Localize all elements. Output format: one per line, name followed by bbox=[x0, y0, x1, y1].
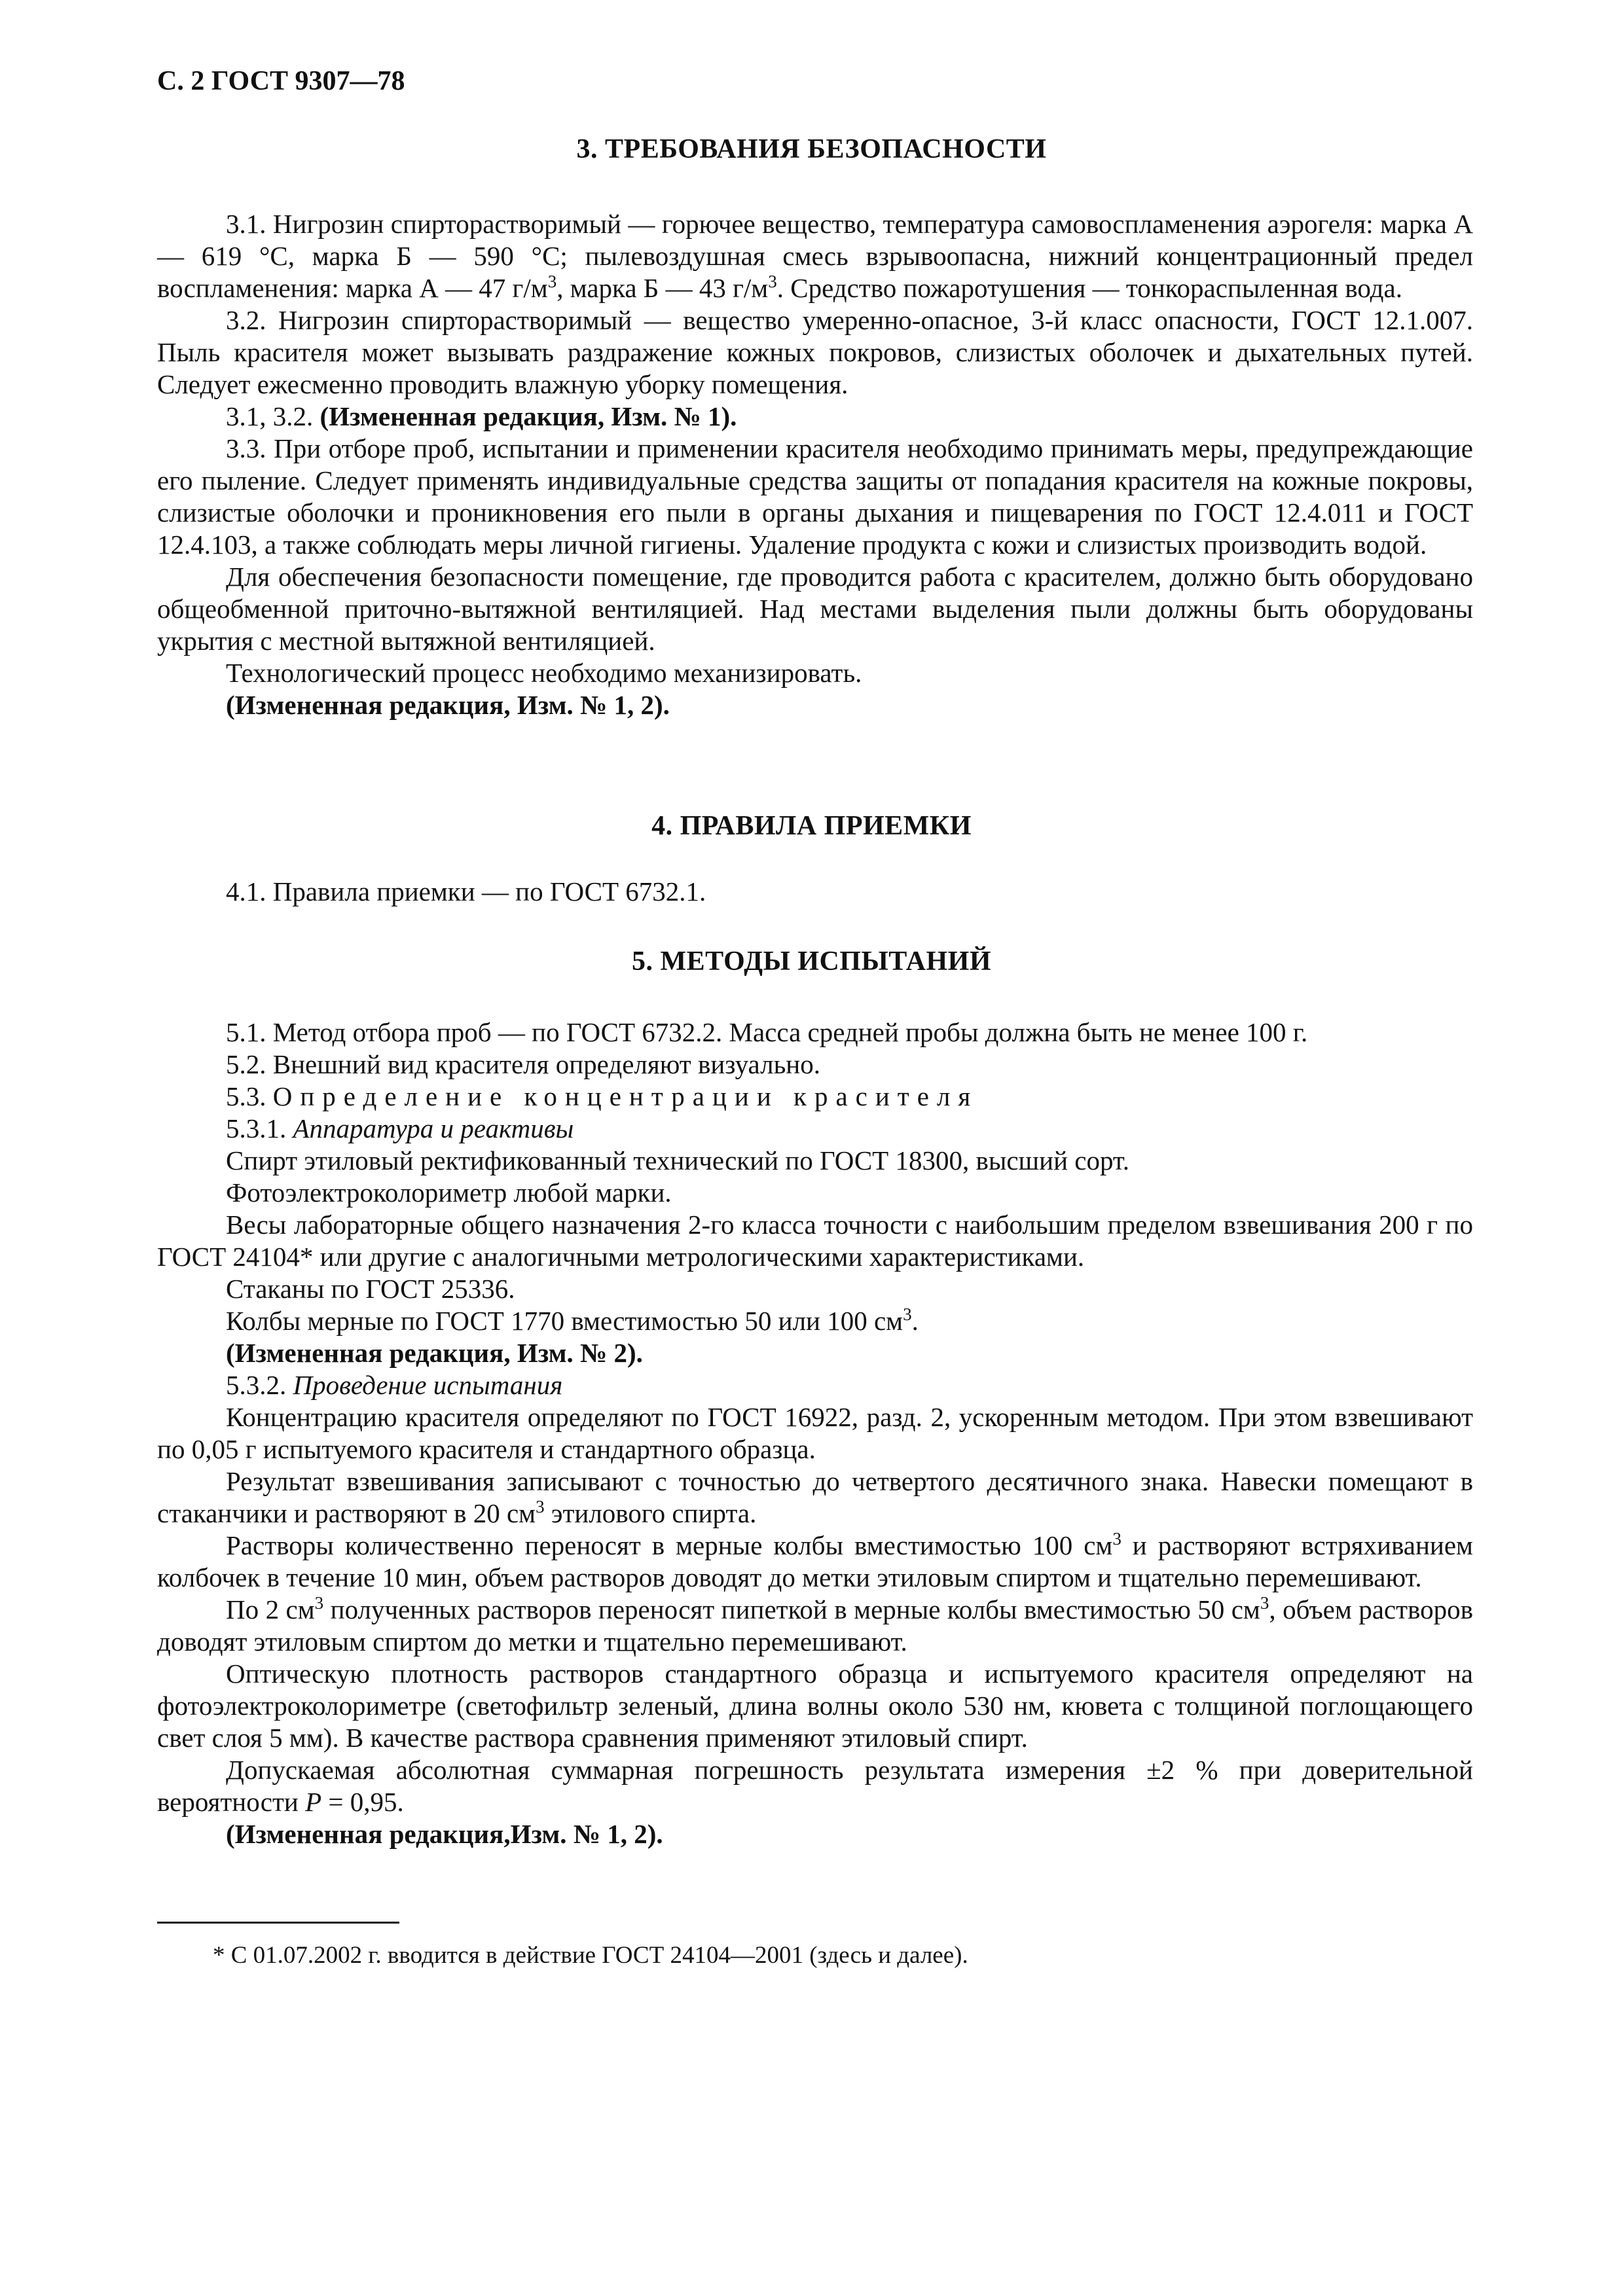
paragraph-pipette: По 2 $см^3$ полученных растворов переносят пипеткой в мерные колбы вместимостью 50 $см^3$, объем растворов доводят этиловым спиртом до метки и тщательно перемешивают. bbox=[157, 1593, 1473, 1657]
paragraph-ventilation: Для обеспечения безопасности помещение, где проводится работа с красителем, должно быть оборудовано общеобменной приточно-вытяжной вентиляцией. Над местами выделения пыли должны быть оборудованы укрытия с местной вытяжной вентиляцией. bbox=[157, 562, 1473, 656]
section-4-title: 4. ПРАВИЛА ПРИЕМКИ bbox=[651, 811, 972, 841]
footnote: * С 01.07.2002 г. вводится в действие ГОСТ 24104—2001 (здесь и далее). bbox=[213, 1942, 968, 1969]
section-4-body bbox=[157, 876, 1473, 908]
paragraph-3-3: 3.3. При отборе проб, испытании и применении красителя необходимо принимать меры, предупреждающие его пыление. Следует применять индивидуальные средства защиты от попадания красителя на кожные покровы, слизистые оболочки и проникновения его пыли в органы дыхания и пищеварения по ГОСТ 12.4.011 и ГОСТ 12.4.103, а также соблюдать меры личной гигиены. Удаление продукта с кожи и слизистых производить водой. bbox=[157, 433, 1473, 560]
paragraph-concentration: Концентрацию красителя определяют по ГОСТ 16922, разд. 2, ускоренным методом. При этом взвешивают по 0,05 г испытуемого красителя и стандартного образца. bbox=[157, 1402, 1473, 1464]
paragraph-5-2: 5.2. Внешний вид красителя определяют визуально. bbox=[226, 1049, 820, 1079]
amendment-note-3-1-3-2: 3.1, 3.2. (Измененная редакция, Изм. № 1). bbox=[226, 401, 737, 431]
paragraph-mechanization: Технологический процесс необходимо механизировать. bbox=[226, 658, 862, 688]
amendment-note-5-3-2: (Измененная редакция,Изм. № 1, 2). bbox=[226, 1819, 663, 1849]
paragraph-5-3: 5.3. Определение концентрации красителя bbox=[226, 1081, 979, 1111]
paragraph-optical-density: Оптическую плотность растворов стандартного образца и испытуемого красителя определяют на фотоэлектроколориметре (светофильтр зеленый, длина волны около 530 нм, кювета с толщиной поглощающего свет слоя 5 мм). В качестве раствора сравнения применяют этиловый спирт. bbox=[157, 1659, 1473, 1753]
paragraph-5-1: 5.1. Метод отбора проб — по ГОСТ 6732.2. Масса средней пробы должна быть не менее 100 г. bbox=[226, 1017, 1308, 1047]
item-spirit: Спирт этиловый ректификованный технический по ГОСТ 18300, высший сорт. bbox=[226, 1145, 1130, 1175]
paragraph-5-3-1: 5.3.1. Аппаратура и реактивы bbox=[226, 1113, 574, 1143]
paragraph-solutions: Растворы количественно переносят в мерные колбы вместимостью 100 $см^3$ и растворяют встряхиванием колбочек в течение 10 мин, объем растворов доводят до метки этиловым спиртом и тщательно перемешивают. bbox=[157, 1529, 1473, 1592]
amendment-note-5-3-1: (Измененная редакция, Изм. № 2). bbox=[226, 1338, 643, 1368]
section-5-title: 5. МЕТОДЫ ИСПЫТАНИЙ bbox=[632, 946, 991, 977]
section-3-body bbox=[157, 208, 1473, 721]
paragraph-weighing: Результат взвешивания записывают с точностью до четвертого десятичного знака. Навески помещают в стаканчики и растворяют в 20 $см^3$ этилового спирта. bbox=[157, 1466, 1473, 1528]
item-photocolorimeter: Фотоэлектроколориметр любой марки. bbox=[226, 1177, 672, 1208]
paragraph-5-3-2: 5.3.2. Проведение испытания bbox=[226, 1370, 563, 1400]
paragraph-4-1: 4.1. Правила приемки — по ГОСТ 6732.1. bbox=[226, 876, 706, 906]
section-5-body bbox=[157, 1016, 1473, 1850]
item-scales: Весы лабораторные общего назначения 2-го класса точности с наибольшим пределом взвешивания 200 г по ГОСТ 24104* или другие с аналогичными метрологическими характеристиками. bbox=[157, 1210, 1473, 1272]
section-3-title: 3. ТРЕБОВАНИЯ БЕЗОПАСНОСТИ bbox=[576, 134, 1047, 164]
item-flasks: Колбы мерные по ГОСТ 1770 вместимостью 50 или 100 $см^3$. bbox=[226, 1304, 919, 1336]
page-header: С. 2 ГОСТ 9307—78 bbox=[157, 66, 405, 96]
item-glasses: Стаканы по ГОСТ 25336. bbox=[226, 1274, 515, 1304]
footnote-divider bbox=[157, 1922, 399, 1924]
paragraph-3-1: 3.1. Нигрозин спирторастворимый — горючее вещество, температура самовоспламенения аэрогеля: марка А — 619 °С, марка Б — 590 °С; пылевоздушная смесь взрывоопасна, нижний концентрационный предел воспламенения: марка А — 47 $г/м^3$, марка Б — 43 $г/м^3$. Средство пожаротушения — тонкораспыленная вода. bbox=[157, 209, 1473, 303]
paragraph-error: Допускаемая абсолютная суммарная погрешность результата измерения ±2 % при доверительной вероятности Р = 0,95. bbox=[157, 1755, 1473, 1817]
amendment-note-3-3: (Измененная редакция, Изм. № 1, 2). bbox=[226, 690, 670, 720]
paragraph-3-2: 3.2. Нигрозин спирторастворимый — вещество умеренно-опасное, 3-й класс опасности, ГОСТ 12.1.007. Пыль красителя может вызывать раздражение кожных покровов, слизистых оболочек и дыхательных путей. Следует ежесменно проводить влажную уборку помещения. bbox=[157, 305, 1473, 399]
